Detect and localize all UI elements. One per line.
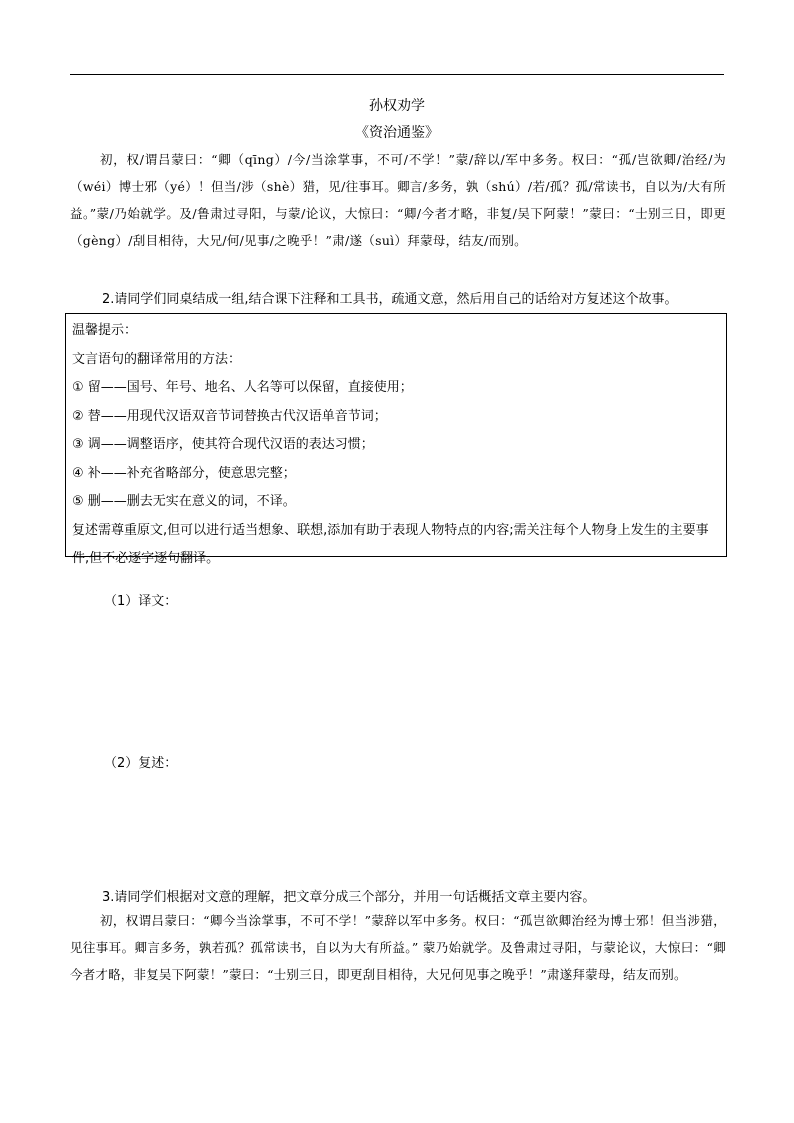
header-rule: [70, 74, 724, 75]
translation-label: （1）译文：: [104, 594, 178, 609]
tips-note: 复述需尊重原文,但可以进行适当想象、联想,添加有助于表现人物特点的内容;需关注每个人物身上发生的主要事件,但不必逐字逐句翻译。: [72, 522, 709, 566]
annotated-passage: 初，权/谓吕蒙曰：“卿（qīng）/今/当涂掌事，不可/不学！”蒙/辞以/军中多务。权曰：“孤/岂欲卿/治经/为（wéi）博士邪（yé）！但当/涉（shè）猎，见/往事耳。卿言/多务，孰（shú）/若/孤？孤/常读书，自以为/大有所益。”蒙/乃始就学。及/鲁肃过寻阳，与蒙/论议，大惊曰：“卿/今者才略，非复/吴下阿蒙！”蒙曰：“士别三日，即更（gèng）/刮目相待，大兄/何/见事/之晚乎！”肃/遂（suì）拜蒙母，结友/而别。: [70, 152, 726, 248]
tip-method: ② 替——用现代汉语双音节词替换古代汉语单音节词；: [72, 408, 387, 424]
question-2: 2.请同学们同桌结成一组,结合课下注释和工具书，疏通文意，然后用自己的话给对方复述这个故事。: [102, 292, 678, 307]
retell-label: （2）复述：: [104, 756, 178, 771]
tips-box: [65, 313, 727, 566]
question-3: 3.请同学们根据对文意的理解，把文章分成三个部分，并用一句话概括文章主要内容。: [102, 890, 596, 905]
tip-method: ⑤ 删——删去无实在意义的词，不译。: [72, 494, 296, 509]
source-title: 《资治通鉴》: [355, 125, 439, 141]
tip-method: ④ 补——补充省略部分，使意思完整；: [72, 465, 296, 481]
tip-method: ③ 调——调整语序，使其符合现代汉语的表达习惯；: [72, 437, 374, 452]
page-title: 孙权劝学: [369, 98, 425, 114]
plain-passage: 初，权谓吕蒙曰：“卿今当涂掌事，不可不学！”蒙辞以军中多务。权曰：“孤岂欲卿治经为博士邪！但当涉猎，见往事耳。卿言多务，孰若孤？孤常读书，自以为大有所益。” 蒙乃始就学。及鲁肃过寻阳，与蒙论议，大惊曰：“卿今者才略，非复吴下阿蒙！”蒙曰：“士别三日，即更刮目相待，大兄何见事之晚乎！”肃遂拜蒙母，结友而别。: [70, 913, 726, 982]
tips-intro: 文言语句的翻译常用的方法：: [72, 351, 242, 367]
tips-heading: 温馨提示：: [72, 323, 138, 338]
tip-method: ① 留——国号、年号、地名、人名等可以保留，直接使用；: [72, 380, 413, 395]
